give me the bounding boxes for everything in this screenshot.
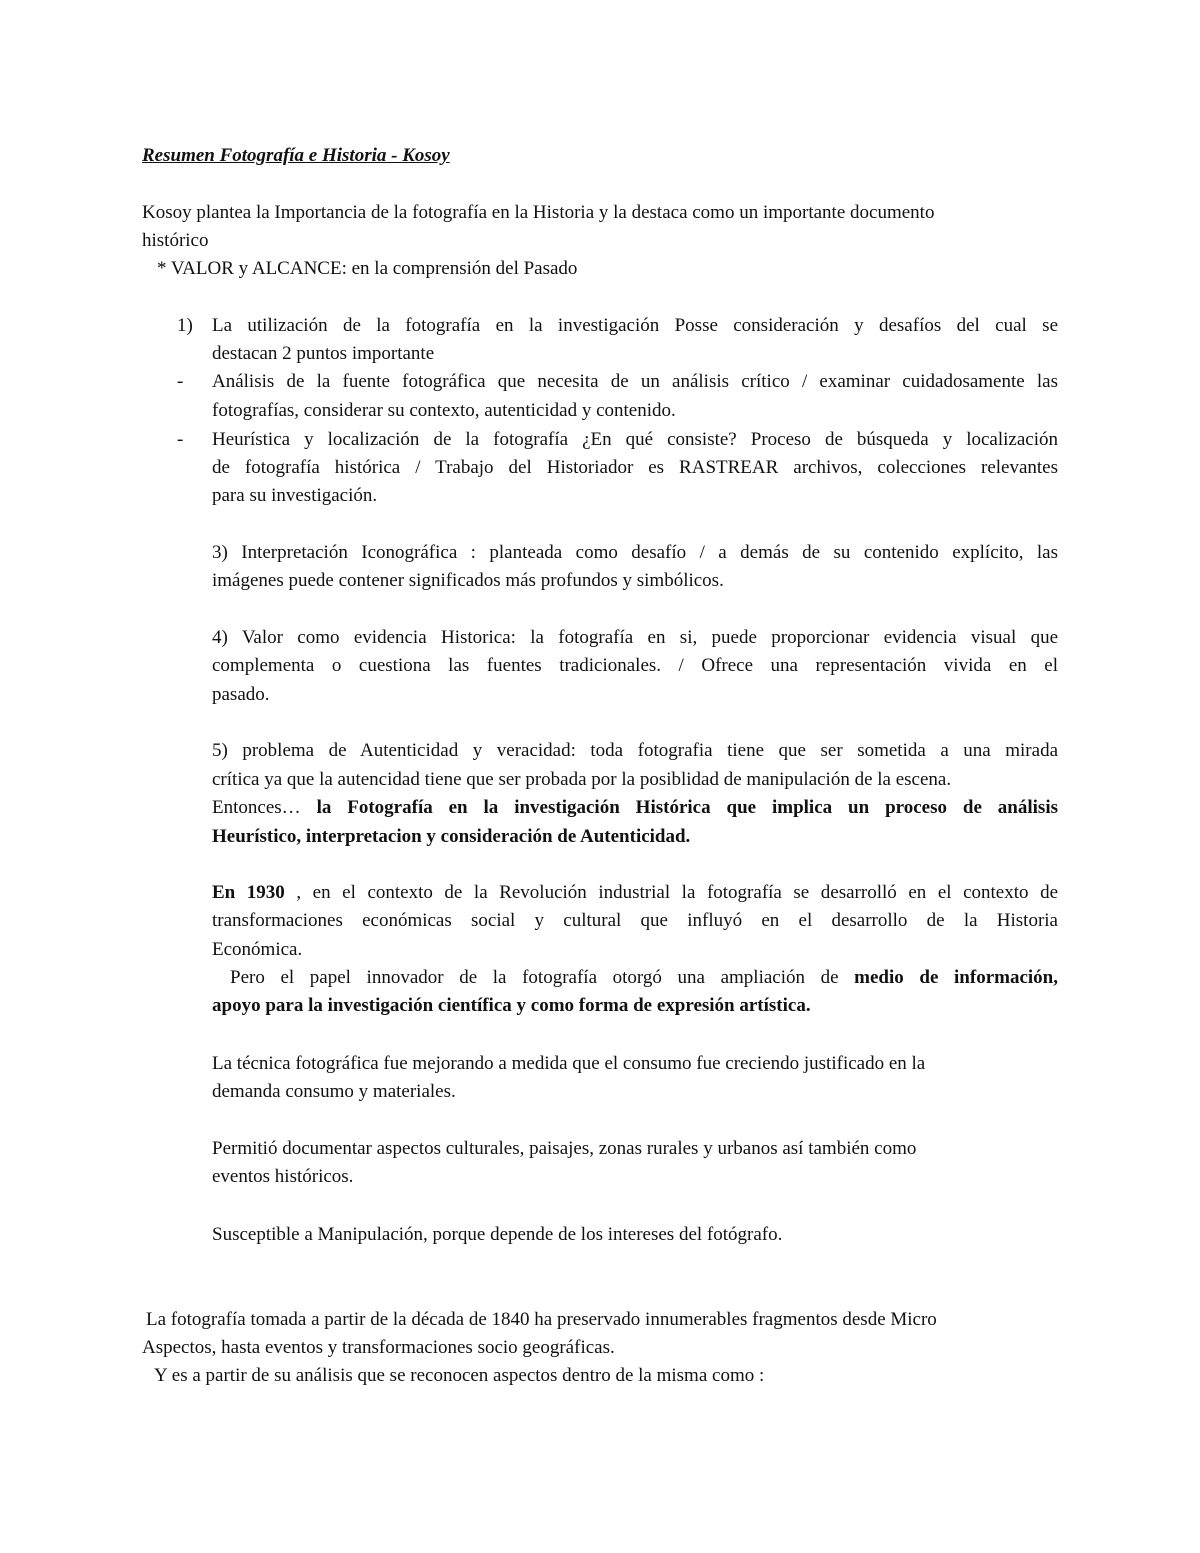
p1930-line-4-plain: Pero el papel innovador de la fotografía otorgó una ampliación de <box>230 967 839 988</box>
item-1-line-2: destacan 2 puntos importante <box>212 343 435 364</box>
dash-2-line-3: para su investigación. <box>212 485 378 506</box>
closing-line-2: Aspectos, hasta eventos y transformaciones socio geográficas. <box>142 1337 615 1358</box>
item-3-line-1: 3) Interpretación Iconográfica : planteada como desafío / a demás de su contenido explícito, las <box>212 542 1058 563</box>
dash-2-marker: - <box>177 429 184 450</box>
permitio-line-2: eventos históricos. <box>212 1166 354 1187</box>
intro-line-1: Kosoy plantea la Importancia de la fotografía en la Historia y la destaca como un importante documento <box>142 202 935 223</box>
p1930-line-4-bold: medio de información, <box>854 967 1058 988</box>
item-5-line-3-plain: Entonces… <box>212 797 301 818</box>
permitio-line-1: Permitió documentar aspectos culturales, paisajes, zonas rurales y urbanos así también como <box>212 1138 917 1159</box>
p1930-line-1 <box>212 882 1058 905</box>
item-5-line-4-bold: Heurístico, interpretacion y consideración de Autenticidad. <box>212 826 691 847</box>
p1930-line-5 <box>212 995 811 1018</box>
item-5-line-3 <box>212 797 1058 820</box>
item-5-line-1: 5) problema de Autenticidad y veracidad: toda fotografia tiene que ser sometida a una mirada <box>212 740 1058 761</box>
item-5-line-3-bold: la Fotografía en la investigación Histórica que implica un proceso de análisis <box>316 797 1059 818</box>
item-3-line-2: imágenes puede contener significados más profundos y simbólicos. <box>212 570 724 591</box>
dash-2-line-2: de fotografía histórica / Trabajo del Historiador es RASTREAR archivos, colecciones relevantes <box>212 457 1058 478</box>
dash-1-marker: - <box>177 371 184 392</box>
item-1-marker: 1) <box>177 315 193 336</box>
p1930-line-3: Económica. <box>212 939 303 960</box>
item-4-line-1: 4) Valor como evidencia Historica: la fotografía en si, puede proporcionar evidencia visual que <box>212 627 1058 648</box>
p1930-line-5-bold: apoyo para la investigación científica y como forma de expresión artística. <box>212 995 811 1016</box>
tecnica-line-2: demanda consumo y materiales. <box>212 1081 456 1102</box>
item-1-line-1: La utilización de la fotografía en la investigación Posse consideración y desafíos del cual se <box>212 315 1058 336</box>
closing-line-3: Y es a partir de su análisis que se reconocen aspectos dentro de la misma como : <box>154 1365 765 1386</box>
p1930-line-2: transformaciones económicas social y cultural que influyó en el desarrollo de la Historia <box>212 910 1058 931</box>
intro-line-2: histórico <box>142 230 209 251</box>
dash-1-line-2: fotografías, considerar su contexto, autenticidad y contenido. <box>212 400 676 421</box>
dash-2-line-1: Heurística y localización de la fotografía ¿En qué consiste? Proceso de búsqueda y localización <box>212 429 1058 450</box>
item-4-line-2: complementa o cuestiona las fuentes tradicionales. / Ofrece una representación vivida en el <box>212 655 1058 676</box>
p1930-year: En 1930 <box>212 882 285 903</box>
intro-bullet: * VALOR y ALCANCE: en la comprensión del Pasado <box>157 258 578 279</box>
item-5-line-4 <box>212 826 690 849</box>
closing-line-1: La fotografía tomada a partir de la década de 1840 ha preservado innumerables fragmentos desde Micro <box>146 1309 937 1330</box>
document-title: Resumen Fotografía e Historia - Kosoy <box>142 145 450 166</box>
item-5-line-2: crítica ya que la autencidad tiene que ser probada por la posiblidad de manipulación de la escena. <box>212 769 952 790</box>
dash-1-line-1: Análisis de la fuente fotográfica que necesita de un análisis crítico / examinar cuidadosamente las <box>212 371 1058 392</box>
item-4-line-3: pasado. <box>212 684 270 705</box>
tecnica-line-1: La técnica fotográfica fue mejorando a medida que el consumo fue creciendo justificado en la <box>212 1053 926 1074</box>
p1930-line-4 <box>230 967 1058 990</box>
p1930-line-1-rest: , en el contexto de la Revolución industrial la fotografía se desarrolló en el contexto de <box>296 882 1059 903</box>
susceptible-line: Susceptible a Manipulación, porque depende de los intereses del fotógrafo. <box>212 1224 783 1245</box>
